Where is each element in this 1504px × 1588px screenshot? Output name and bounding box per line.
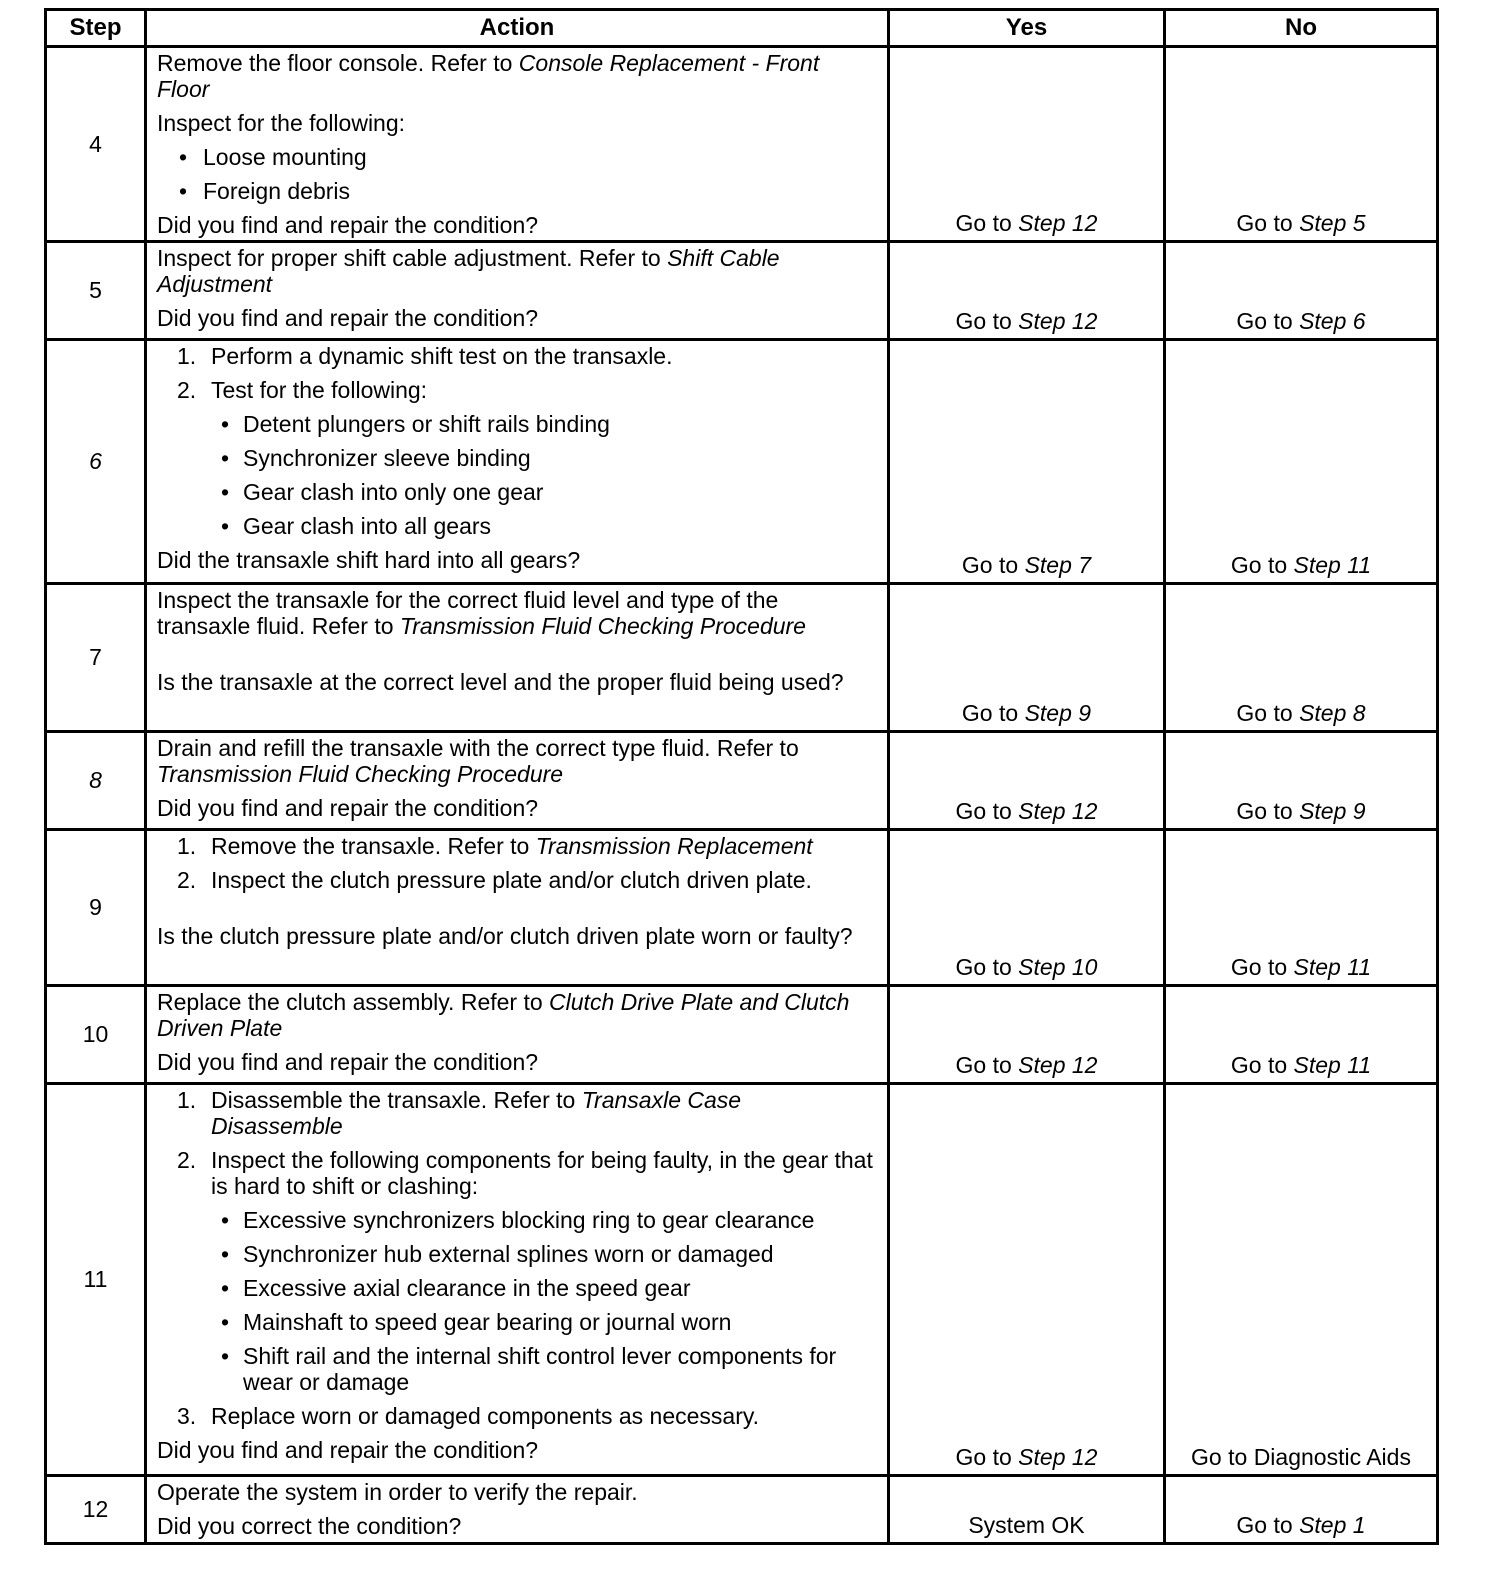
table-row bbox=[46, 340, 1438, 584]
action-text: Inspect for the following: bbox=[157, 110, 406, 136]
numbered-item: 1. Remove the transaxle. Refer to Transmission Replacement bbox=[177, 833, 813, 859]
action-cell bbox=[146, 47, 889, 242]
no-cell[interactable]: Go to Step 9 bbox=[1165, 732, 1438, 830]
no-cell[interactable]: Go to Step 5 bbox=[1165, 47, 1438, 242]
no-cell[interactable]: Go to Step 11 bbox=[1165, 830, 1438, 986]
reference-link[interactable]: Transmission Fluid Checking Procedure bbox=[399, 613, 806, 639]
no-cell[interactable]: Go to Step 6 bbox=[1165, 242, 1438, 340]
header-step: Step bbox=[46, 10, 146, 47]
reference-link[interactable]: Transmission Replacement bbox=[535, 833, 813, 859]
no-cell[interactable]: Go to Step 11 bbox=[1165, 340, 1438, 584]
numbered-item: 2. Test for the following: bbox=[177, 377, 428, 403]
yes-cell[interactable]: Go to Step 12 bbox=[889, 986, 1165, 1084]
numbered-item: 3. Replace worn or damaged components as necessary. bbox=[177, 1403, 760, 1429]
list-item: • Detent plungers or shift rails binding bbox=[221, 411, 610, 437]
question-text: Is the clutch pressure plate and/or clutch driven plate worn or faulty? bbox=[157, 923, 853, 949]
action-cell bbox=[146, 242, 889, 340]
step-number: 10 bbox=[46, 986, 146, 1084]
header-yes: Yes bbox=[889, 10, 1165, 47]
numbered-item: 2. Inspect the clutch pressure plate and/or clutch driven plate. bbox=[177, 867, 812, 893]
question-text: Did you correct the condition? bbox=[157, 1513, 462, 1539]
yes-cell[interactable]: Go to Step 7 bbox=[889, 340, 1165, 584]
table-row bbox=[46, 830, 1438, 986]
action-cell bbox=[146, 340, 889, 584]
action-cell bbox=[146, 1476, 889, 1544]
action-cell bbox=[146, 830, 889, 986]
list-item: • Shift rail and the internal shift control lever components for wear or damage bbox=[221, 1343, 837, 1395]
step-number: 5 bbox=[46, 242, 146, 340]
table-row bbox=[46, 732, 1438, 830]
action-cell bbox=[146, 732, 889, 830]
step-number: 6 bbox=[46, 340, 146, 584]
question-text: Did you find and repair the condition? bbox=[157, 212, 539, 238]
question-text: Did you find and repair the condition? bbox=[157, 1049, 539, 1075]
step-number: 9 bbox=[46, 830, 146, 986]
yes-cell[interactable]: Go to Step 12 bbox=[889, 47, 1165, 242]
header-no: No bbox=[1165, 10, 1438, 47]
question-text: Did you find and repair the condition? bbox=[157, 795, 539, 821]
question-text: Did you find and repair the condition? bbox=[157, 1437, 539, 1463]
reference-link[interactable]: Console Replacement - Front Floor bbox=[157, 50, 820, 102]
yes-cell[interactable]: Go to Step 12 bbox=[889, 732, 1165, 830]
no-cell[interactable]: Go to Step 1 bbox=[1165, 1476, 1438, 1544]
no-cell[interactable]: Go to Step 11 bbox=[1165, 986, 1438, 1084]
step-number: 11 bbox=[46, 1084, 146, 1476]
step-number: 4 bbox=[46, 47, 146, 242]
table-row bbox=[46, 584, 1438, 732]
list-item: • Excessive axial clearance in the speed gear bbox=[221, 1275, 691, 1301]
header-action: Action bbox=[146, 10, 889, 47]
yes-cell[interactable]: Go to Step 9 bbox=[889, 584, 1165, 732]
reference-link[interactable]: Clutch Drive Plate and Clutch Driven Plate bbox=[157, 989, 850, 1041]
action-cell bbox=[146, 1084, 889, 1476]
list-item: • Synchronizer sleeve binding bbox=[221, 445, 531, 471]
no-cell[interactable]: Go to Step 8 bbox=[1165, 584, 1438, 732]
action-text: Remove the floor console. Refer to Console Replacement - Front Floor bbox=[157, 50, 820, 102]
no-cell[interactable]: Go to Diagnostic Aids bbox=[1165, 1084, 1438, 1476]
yes-cell[interactable]: Go to Step 12 bbox=[889, 242, 1165, 340]
question-text: Did you find and repair the condition? bbox=[157, 305, 539, 331]
list-item: • Loose mounting bbox=[179, 144, 367, 170]
list-item: • Gear clash into all gears bbox=[221, 513, 492, 539]
reference-link[interactable]: Shift Cable Adjustment bbox=[157, 245, 780, 297]
table-row bbox=[46, 1476, 1438, 1544]
table-row bbox=[46, 986, 1438, 1084]
reference-link[interactable]: Transaxle Case Disassemble bbox=[211, 1087, 742, 1139]
numbered-item: 1. Disassemble the transaxle. Refer to Transaxle Case Disassemble bbox=[177, 1087, 742, 1139]
action-cell bbox=[146, 584, 889, 732]
question-text: Is the transaxle at the correct level and the proper fluid being used? bbox=[157, 669, 844, 695]
step-number: 12 bbox=[46, 1476, 146, 1544]
table-row bbox=[46, 242, 1438, 340]
yes-cell[interactable]: Go to Step 12 bbox=[889, 1084, 1165, 1476]
action-text: Replace the clutch assembly. Refer to Clutch Drive Plate and Clutch Driven Plate bbox=[157, 989, 850, 1041]
yes-cell[interactable]: System OK bbox=[889, 1476, 1165, 1544]
numbered-item: 2. Inspect the following components for being faulty, in the gear that is hard to shift or clashing: bbox=[177, 1147, 873, 1199]
table-row bbox=[46, 47, 1438, 242]
list-item: • Foreign debris bbox=[179, 178, 351, 204]
step-number: 7 bbox=[46, 584, 146, 732]
action-cell bbox=[146, 986, 889, 1084]
table-row bbox=[46, 1084, 1438, 1476]
action-text: Inspect the transaxle for the correct fluid level and type of the transaxle fluid. Refer to Transmission Fluid Checking Procedure bbox=[157, 587, 806, 639]
header-row bbox=[46, 10, 1438, 47]
reference-link[interactable]: Transmission Fluid Checking Procedure bbox=[157, 761, 564, 787]
numbered-item: 1. Perform a dynamic shift test on the transaxle. bbox=[177, 343, 673, 369]
list-item: • Mainshaft to speed gear bearing or journal worn bbox=[221, 1309, 732, 1335]
list-item: • Gear clash into only one gear bbox=[221, 479, 544, 505]
action-text: Drain and refill the transaxle with the correct type fluid. Refer to Transmission Fluid Checking Procedure bbox=[157, 735, 799, 787]
yes-cell[interactable]: Go to Step 10 bbox=[889, 830, 1165, 986]
diagnostic-table bbox=[44, 8, 1439, 1545]
list-item: • Synchronizer hub external splines worn or damaged bbox=[221, 1241, 774, 1267]
step-number: 8 bbox=[46, 732, 146, 830]
question-text: Did the transaxle shift hard into all gears? bbox=[157, 547, 581, 573]
list-item: • Excessive synchronizers blocking ring to gear clearance bbox=[221, 1207, 815, 1233]
action-text: Inspect for proper shift cable adjustment. Refer to Shift Cable Adjustment bbox=[157, 245, 780, 297]
action-text: Operate the system in order to verify the repair. bbox=[157, 1479, 638, 1505]
